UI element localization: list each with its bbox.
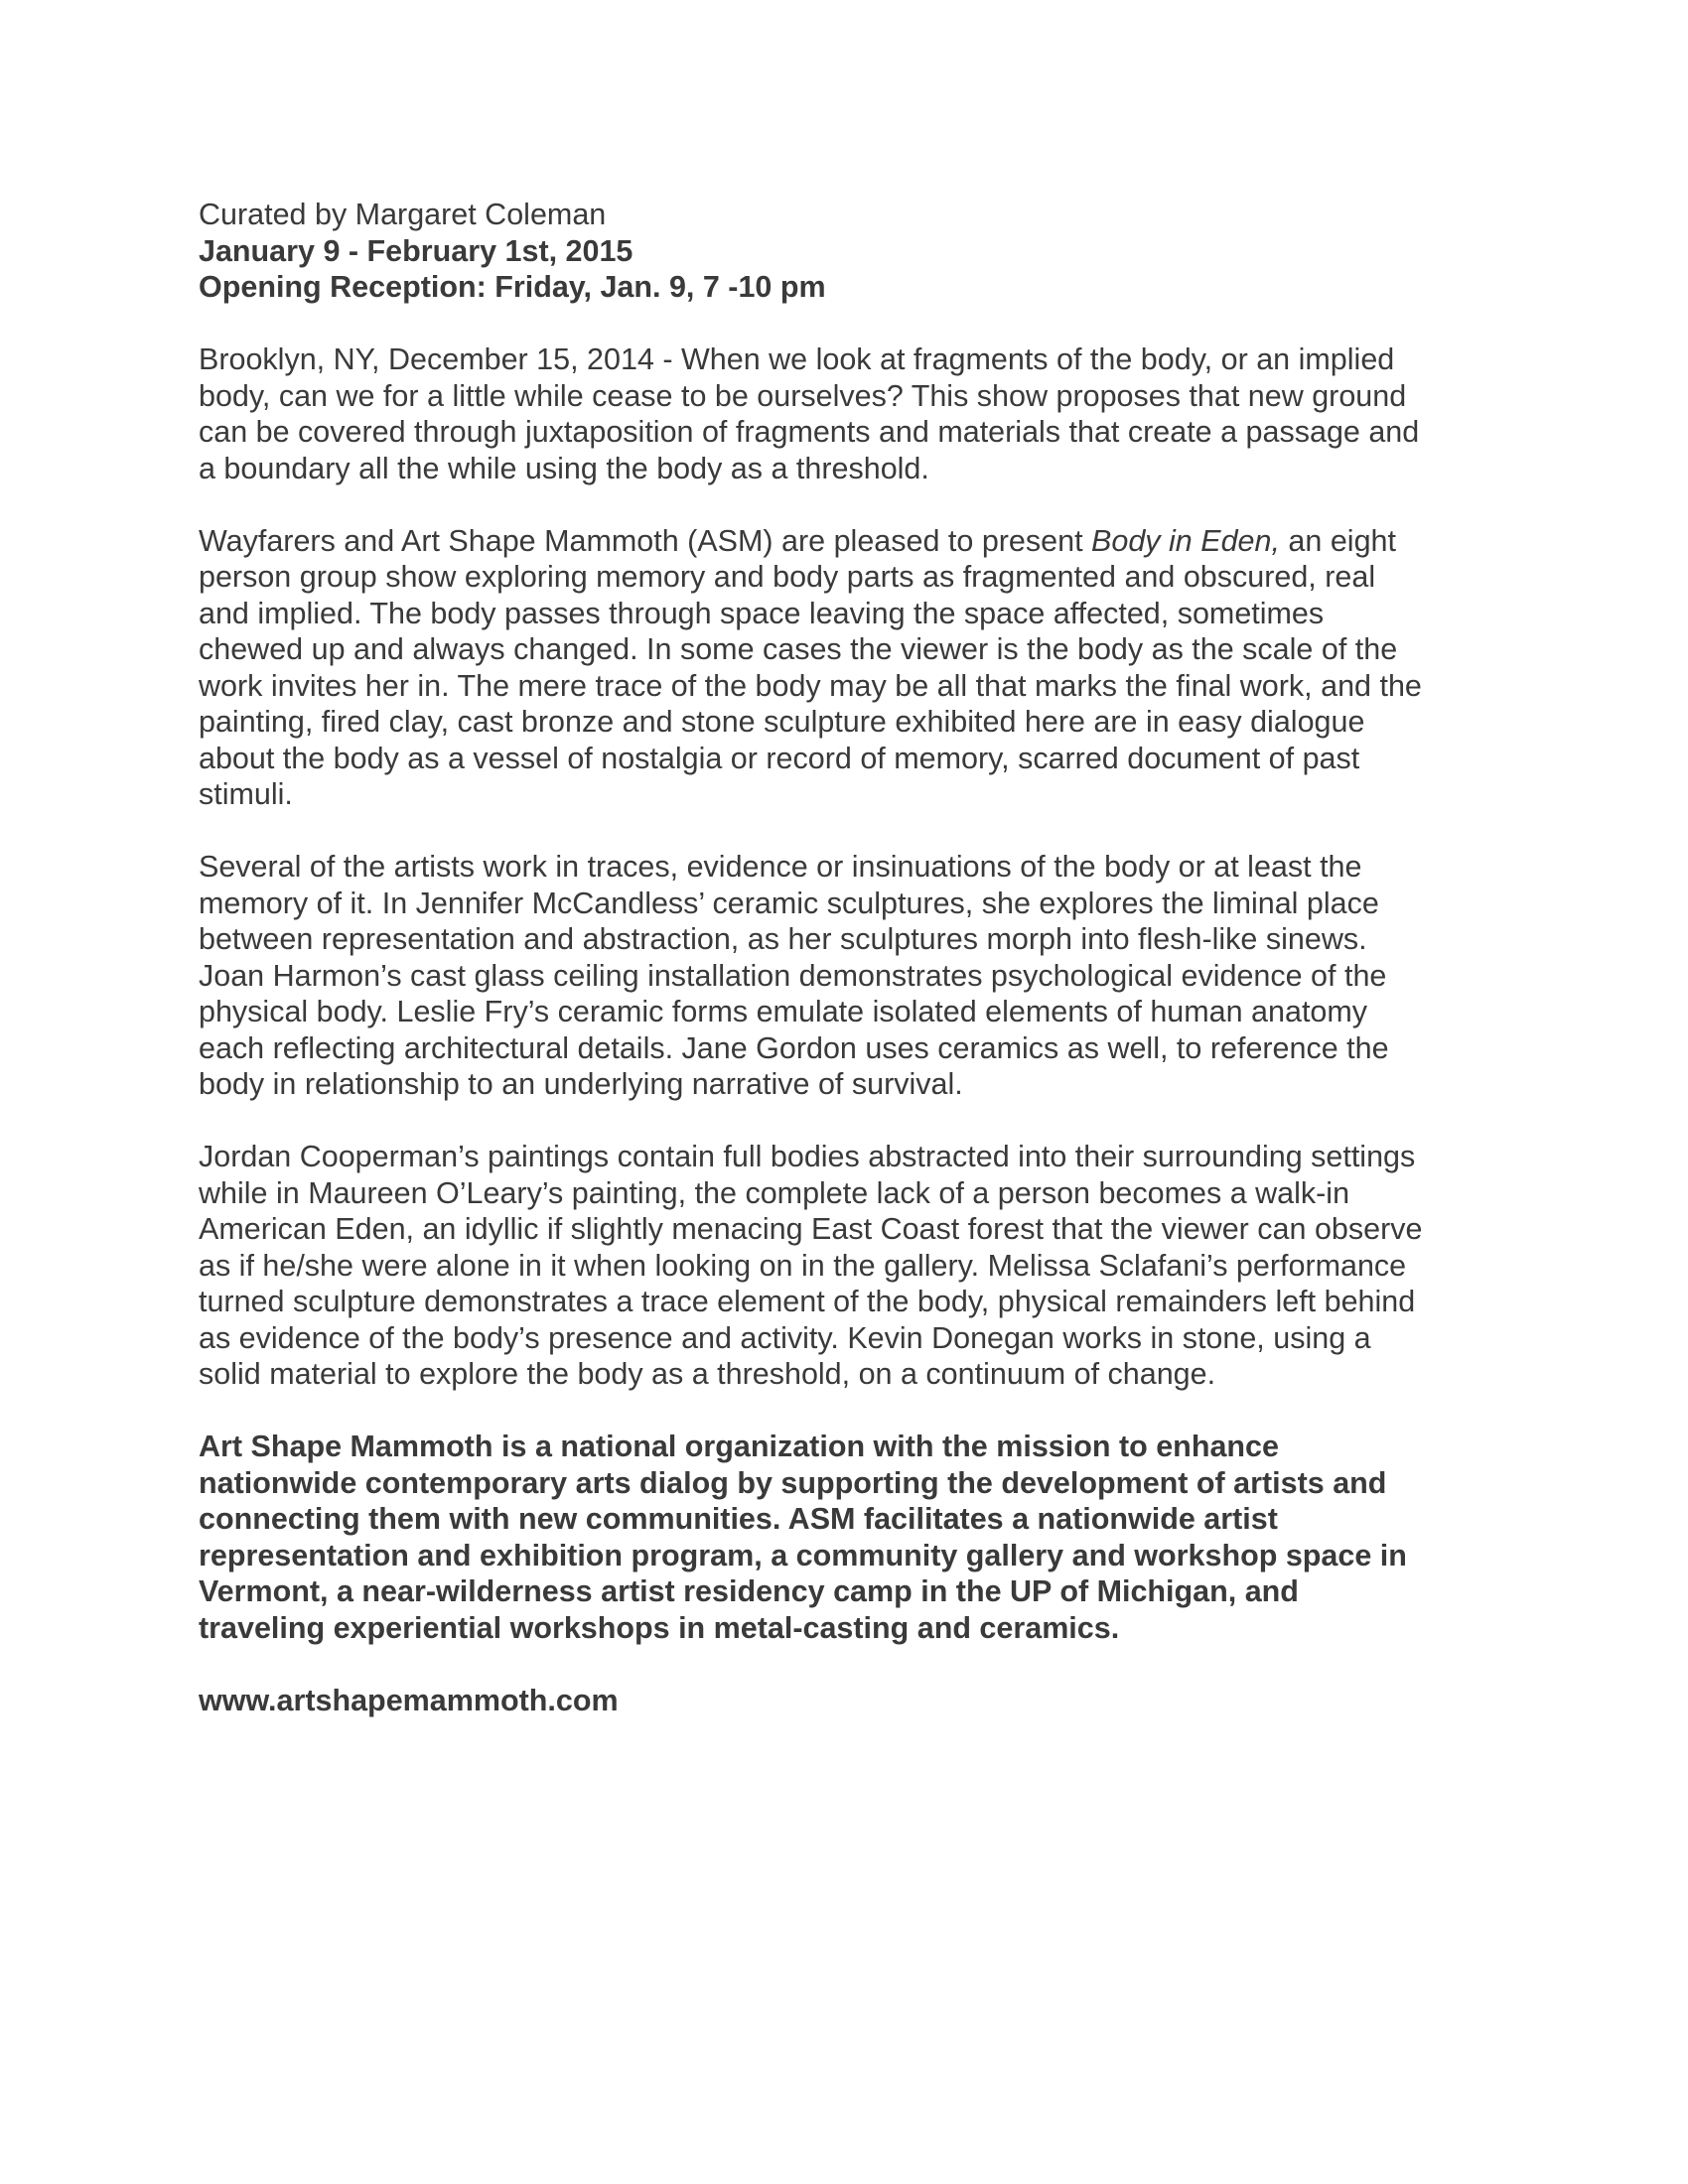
paragraph-line: and implied. The body passes through space leaving the space affected, sometimes [199,596,1325,630]
paragraph-line: work invites her in. The mere trace of the body may be all that marks the final work, and the [199,668,1422,703]
paragraph-line: about the body as a vessel of nostalgia or record of memory, scarred document of past [199,741,1360,775]
spacer [199,813,1489,850]
paragraph-line [199,523,1489,560]
paragraph-line: American Eden, an idyllic if slightly menacing East Coast forest that the viewer can observe [199,1212,1423,1246]
paragraph-line: Joan Harmon’s cast glass ceiling installation demonstrates psychological evidence of the [199,958,1387,993]
press-release-page [199,197,1489,1718]
paragraph-line: connecting them with new communities. ASM facilitates a nationwide artist [199,1502,1278,1536]
paragraph-line: can be covered through juxtaposition of fragments and materials that create a passage and [199,415,1420,449]
paragraph-line: body in relationship to an underlying narrative of survival. [199,1067,963,1101]
paragraph-line: as if he/she were alone in it when looking on in the gallery. Melissa Sclafani’s performance [199,1248,1407,1283]
paragraph-line: painting, fired clay, cast bronze and stone sculpture exhibited here are in easy dialogue [199,705,1365,739]
paragraph-line: while in Maureen O’Leary’s painting, the complete lack of a person becomes a walk-in [199,1175,1350,1210]
header-block [199,197,1489,306]
spacer [199,1393,1489,1430]
paragraph-line: nationwide contemporary arts dialog by supporting the development of artists and [199,1465,1387,1500]
paragraph-line: traveling experiential workshops in metal-casting and ceramics. [199,1610,1120,1645]
paragraph-line: Vermont, a near-wilderness artist residency camp in the UP of Michigan, and [199,1574,1299,1608]
paragraph-line: solid material to explore the body as a threshold, on a continuum of change. [199,1357,1216,1391]
exhibition-paragraph [199,523,1489,813]
paragraph-line: a boundary all the while using the body as a threshold. [199,451,929,485]
paragraph-line: Jordan Cooperman’s paintings contain full bodies abstracted into their surrounding settings [199,1140,1416,1173]
artists-paragraph-2 [199,1139,1489,1393]
paragraph-line: turned sculpture demonstrates a trace element of the body, physical remainders left behind [199,1285,1416,1318]
paragraph-text: an eight [1279,523,1396,558]
organization-paragraph [199,1429,1489,1646]
spacer [199,306,1489,342]
artists-paragraph-1 [199,849,1489,1103]
paragraph-line: chewed up and always changed. In some cases the viewer is the body as the scale of the [199,632,1398,666]
paragraph-line: physical body. Leslie Fry’s ceramic forms emulate isolated elements of human anatomy [199,995,1368,1028]
paragraph-line: each reflecting architectural details. Jane Gordon uses ceramics as well, to reference the [199,1030,1389,1065]
spacer [199,486,1489,523]
paragraph-line: between representation and abstraction, as her sculptures morph into flesh-like sinews. [199,922,1367,956]
website-link[interactable]: www.artshapemammoth.com [199,1683,619,1717]
paragraph-line: person group show exploring memory and body parts as fragmented and obscured, real [199,560,1376,594]
opening-reception: Opening Reception: Friday, Jan. 9, 7 -10 pm [199,270,826,304]
paragraph-line: Several of the artists work in traces, evidence or insinuations of the body or at least the [199,850,1362,884]
paragraph-line: as evidence of the body’s presence and activity. Kevin Donegan works in stone, using a [199,1320,1371,1355]
paragraph-text: Wayfarers and Art Shape Mammoth (ASM) are pleased to present [199,523,1092,558]
spacer [199,1646,1489,1683]
exhibition-dates: January 9 - February 1st, 2015 [199,233,633,268]
spacer [199,1103,1489,1140]
paragraph-line: memory of it. In Jennifer McCandless’ ceramic sculptures, she explores the liminal place [199,886,1379,920]
paragraph-line: Brooklyn, NY, December 15, 2014 - When we look at fragments of the body, or an implied [199,342,1395,376]
intro-paragraph [199,341,1489,486]
paragraph-line: representation and exhibition program, a community gallery and workshop space in [199,1538,1407,1572]
paragraph-line: body, can we for a little while cease to be ourselves? This show proposes that new ground [199,378,1407,413]
curator-line: Curated by Margaret Coleman [199,198,607,231]
paragraph-line: Art Shape Mammoth is a national organization with the mission to enhance [199,1430,1279,1463]
paragraph-line: stimuli. [199,777,293,811]
exhibition-title: Body in Eden, [1091,523,1280,558]
